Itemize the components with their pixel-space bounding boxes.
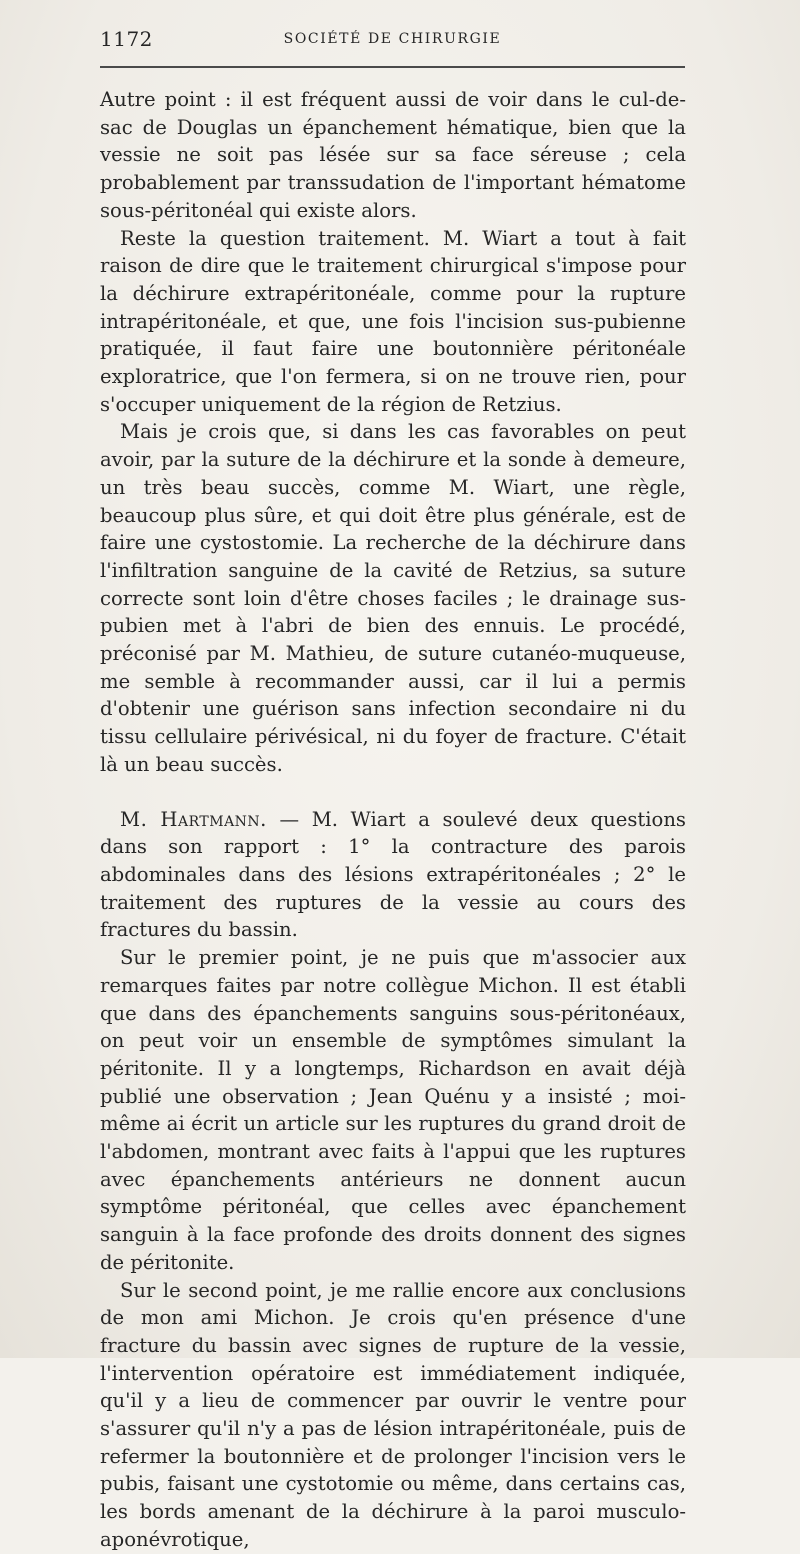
running-title: SOCIÉTÉ DE CHIRURGIE — [283, 31, 502, 47]
paragraph: Autre point : il est fréquent aussi de voir dans le cul-de-sac de Douglas un épanchement hématique, bien que la vessie ne soit pas lésée sur sa face séreuse ; cela probablement par transsudation de l'important hématome sous-péritonéal qui existe alors. — [100, 88, 686, 222]
speaker-name: M. Hartmann. — [120, 807, 267, 831]
paragraph: Mais je crois que, si dans les cas favorables on peut avoir, par la suture de la déchirure et la sonde à demeure, un très beau succès, comme M. Wiart, une règle, beaucoup plus sûre, et qui doit être plus générale, est de faire une cystostomie. La recherche de la déchirure dans l'infiltration sanguine de la cavité de Retzius, sa suture correcte sont loin d'être choses faciles ; le drainage sus-pubien met à l'abri de bien des ennuis. Le procédé, préconisé par M. Mathieu, de suture cutanéo-muqueuse, me semble à recommander aussi, car il lui a permis d'obtenir une guérison sans infection secondaire ni du tissu cellulaire périvésical, ni du foyer de fracture. C'était là un beau succès. — [100, 420, 686, 776]
paragraph: Reste la question traitement. M. Wiart a tout à fait raison de dire que le traitement chirurgical s'impose pour la déchirure extrapéritonéale, comme pour la rupture intrapéritonéale, et que, une fois l'incision sus-pubienne pratiquée, il faut faire une boutonnière péritonéale exploratrice, que l'on fermera, si on ne trouve rien, pour s'occuper uniquement de la région de Retzius. — [100, 226, 686, 416]
speaker-text: — M. Wiart a soulevé deux questions dans son rapport : 1° la contracture des parois abdominales dans des lésions extrapéritonéales ; 2° le traitement des ruptures de la vessie au cours des fractures du bassin. — [100, 807, 686, 942]
header-rule — [100, 66, 685, 68]
section-gap — [100, 779, 686, 806]
page-header — [100, 24, 685, 54]
body-text — [100, 86, 686, 1554]
page-number: 1172 — [100, 27, 153, 51]
paragraph: Sur le premier point, je ne puis que m'associer aux remarques faites par notre collègue Michon. Il est établi que dans des épanchements sanguins sous-péritonéaux, on peut voir un ensemble de symptômes simulant la péritonite. Il y a longtemps, Richardson en avait déjà publié une observation ; Jean Quénu y a insisté ; moi-même ai écrit un article sur les ruptures du grand droit de l'abdomen, montrant avec faits à l'appui que les ruptures avec épanchements antérieurs ne donnent aucun symptôme péritonéal, que celles avec épanchement sanguin à la face profonde des droits donnent des signes de péritonite. — [100, 946, 686, 1274]
hartmann-opening — [100, 806, 686, 945]
paragraph: Sur le second point, je me rallie encore aux conclusions de mon ami Michon. Je crois qu'en présence d'une fracture du bassin avec signes de rupture de la vessie, l'intervention opératoire est immédiatement indiquée, qu'il y a lieu de commencer par ouvrir le ventre pour s'assurer qu'il n'y a pas de lésion intrapéritonéale, puis de refermer la boutonnière et de prolonger l'incision vers le pubis, faisant une cystotomie ou même, dans certains cas, les bords amenant de la déchirure à la paroi musculo-aponévrotique, — [100, 1278, 686, 1551]
